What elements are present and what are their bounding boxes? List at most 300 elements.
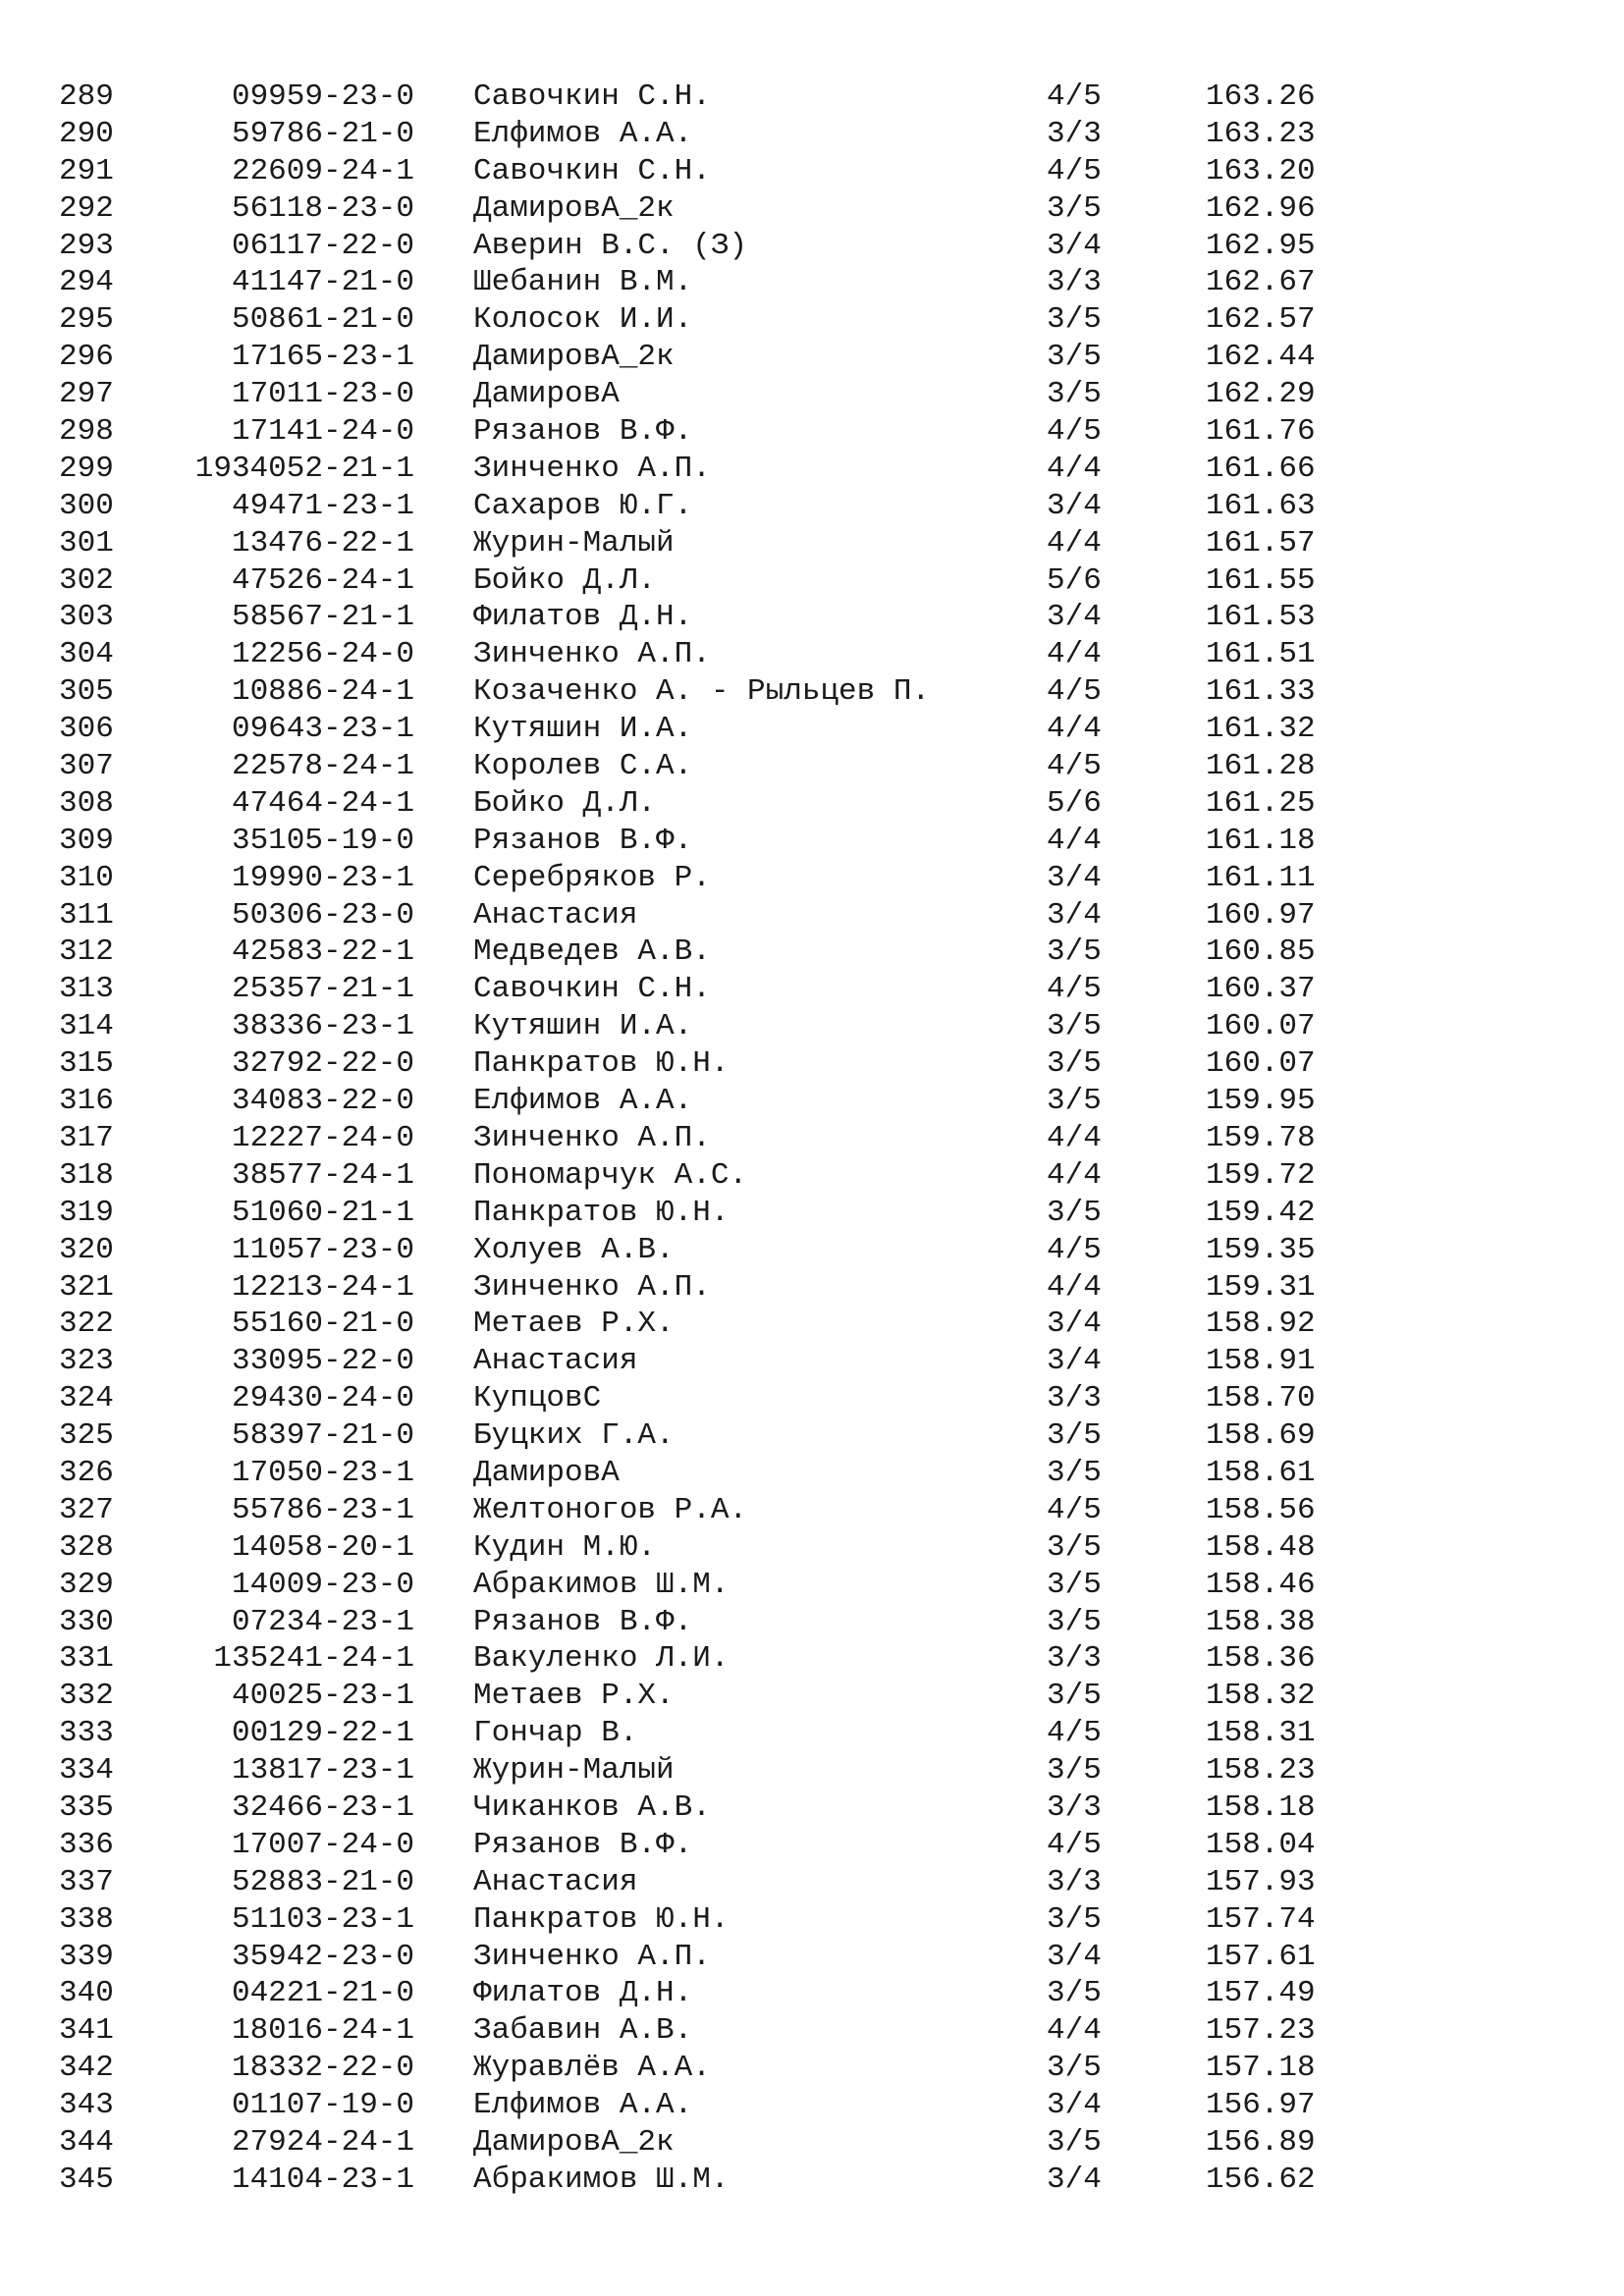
table-row (0, 1232, 1624, 1269)
row-number: 307 (59, 749, 114, 784)
table-row (0, 971, 1624, 1008)
score: 4/4 (1047, 2013, 1102, 2049)
value: 158.69 (1206, 1418, 1316, 1454)
score: 4/5 (1047, 80, 1102, 114)
row-number: 329 (59, 1567, 114, 1602)
record-id: 18332-22-0 (231, 2051, 414, 2086)
value: 161.51 (1206, 637, 1316, 672)
table-row (0, 1455, 1624, 1492)
owner-name: Кудин М.Ю. (473, 1529, 657, 1565)
row-number: 313 (59, 972, 114, 1007)
score: 4/5 (1047, 972, 1102, 1007)
score: 4/4 (1047, 1269, 1102, 1305)
value: 160.85 (1206, 934, 1316, 970)
value: 161.18 (1206, 823, 1316, 858)
table-row (0, 1083, 1624, 1120)
owner-name: ДамировА_2к (473, 340, 675, 375)
table-row (0, 636, 1624, 673)
value: 161.76 (1206, 414, 1316, 450)
score: 3/5 (1047, 1455, 1102, 1490)
record-id: 1934052-21-1 (194, 451, 414, 486)
score: 3/5 (1047, 2051, 1102, 2086)
table-row (0, 153, 1624, 190)
record-id: 135241-24-1 (213, 1641, 414, 1677)
record-id: 51060-21-1 (231, 1195, 414, 1230)
table-row (0, 562, 1624, 600)
value: 158.91 (1206, 1344, 1316, 1379)
value: 160.37 (1206, 972, 1316, 1007)
score: 4/4 (1047, 525, 1102, 561)
score: 3/5 (1047, 1567, 1102, 1602)
score: 3/4 (1047, 1307, 1102, 1342)
owner-name: Гончар В. (473, 1716, 638, 1751)
results-list (0, 79, 1624, 2199)
record-id: 14058-20-1 (231, 1529, 414, 1565)
record-id: 14104-23-1 (231, 2162, 414, 2197)
record-id: 22578-24-1 (231, 749, 414, 784)
row-number: 330 (59, 1604, 114, 1639)
owner-name: Кутяшин И.А. (473, 712, 693, 747)
value: 161.25 (1206, 785, 1316, 821)
row-number: 339 (59, 1939, 114, 1974)
record-id: 11057-23-0 (231, 1232, 414, 1267)
value: 158.36 (1206, 1641, 1316, 1677)
score: 3/5 (1047, 1084, 1102, 1119)
record-id: 10886-24-1 (231, 674, 414, 710)
record-id: 09959-23-0 (231, 80, 414, 114)
row-number: 320 (59, 1232, 114, 1267)
table-row (0, 339, 1624, 376)
owner-name: Аверин В.С. (З) (473, 228, 748, 263)
record-id: 56118-23-0 (231, 190, 414, 226)
owner-name: Зинченко А.П. (473, 1120, 711, 1155)
score: 3/4 (1047, 228, 1102, 263)
score: 5/6 (1047, 562, 1102, 598)
value: 159.72 (1206, 1157, 1316, 1193)
score: 3/5 (1047, 1195, 1102, 1230)
row-number: 301 (59, 525, 114, 561)
table-row (0, 1604, 1624, 1641)
record-id: 42583-22-1 (231, 934, 414, 970)
value: 156.62 (1206, 2162, 1316, 2197)
owner-name: Анастасия (473, 897, 638, 933)
record-id: 01107-19-0 (231, 2088, 414, 2123)
row-number: 334 (59, 1753, 114, 1789)
row-number: 345 (59, 2162, 114, 2197)
row-number: 318 (59, 1157, 114, 1193)
table-row (0, 785, 1624, 823)
record-id: 41147-21-0 (231, 265, 414, 300)
value: 158.04 (1206, 1827, 1316, 1862)
record-id: 17011-23-0 (231, 377, 414, 412)
row-number: 294 (59, 265, 114, 300)
owner-name: Буцких Г.А. (473, 1418, 675, 1454)
value: 161.53 (1206, 600, 1316, 635)
record-id: 50306-23-0 (231, 897, 414, 933)
score: 4/5 (1047, 1232, 1102, 1267)
owner-name: Рязанов В.Ф. (473, 823, 693, 858)
score: 4/4 (1047, 1157, 1102, 1193)
row-number: 322 (59, 1307, 114, 1342)
record-id: 12227-24-0 (231, 1120, 414, 1155)
table-row (0, 1939, 1624, 1976)
row-number: 298 (59, 414, 114, 450)
record-id: 25357-21-1 (231, 972, 414, 1007)
score: 3/3 (1047, 1864, 1102, 1899)
table-row (0, 1343, 1624, 1380)
record-id: 38336-23-1 (231, 1009, 414, 1044)
row-number: 319 (59, 1195, 114, 1230)
value: 161.55 (1206, 562, 1316, 598)
table-row (0, 673, 1624, 711)
record-id: 12213-24-1 (231, 1269, 414, 1305)
value: 161.57 (1206, 525, 1316, 561)
table-row (0, 1306, 1624, 1343)
row-number: 311 (59, 897, 114, 933)
value: 157.93 (1206, 1864, 1316, 1899)
table-row (0, 1492, 1624, 1529)
owner-name: Панкратов Ю.Н. (473, 1195, 730, 1230)
row-number: 328 (59, 1529, 114, 1565)
table-row (0, 1529, 1624, 1567)
table-row (0, 2162, 1624, 2199)
owner-name: Сахаров Ю.Г. (473, 488, 693, 523)
value: 157.18 (1206, 2051, 1316, 2086)
row-number: 317 (59, 1120, 114, 1155)
table-row (0, 1269, 1624, 1307)
row-number: 324 (59, 1381, 114, 1416)
row-number: 332 (59, 1679, 114, 1714)
score: 4/5 (1047, 1716, 1102, 1751)
value: 160.97 (1206, 897, 1316, 933)
record-id: 47464-24-1 (231, 785, 414, 821)
owner-name: Холуев А.В. (473, 1232, 675, 1267)
record-id: 33095-22-0 (231, 1344, 414, 1379)
row-number: 338 (59, 1901, 114, 1937)
record-id: 29430-24-0 (231, 1381, 414, 1416)
owner-name: Журавлёв А.А. (473, 2051, 711, 2086)
table-row (0, 264, 1624, 301)
row-number: 293 (59, 228, 114, 263)
row-number: 289 (59, 80, 114, 114)
table-row (0, 1157, 1624, 1195)
record-id: 40025-23-1 (231, 1679, 414, 1714)
table-row (0, 451, 1624, 488)
table-row (0, 897, 1624, 934)
table-row (0, 711, 1624, 748)
owner-name: Зинченко А.П. (473, 637, 711, 672)
table-row (0, 190, 1624, 228)
record-id: 58397-21-0 (231, 1418, 414, 1454)
score: 3/3 (1047, 1381, 1102, 1416)
owner-name: Абракимов Ш.М. (473, 1567, 730, 1602)
value: 158.32 (1206, 1679, 1316, 1714)
owner-name: Чиканков А.В. (473, 1789, 711, 1825)
value: 161.32 (1206, 712, 1316, 747)
table-row (0, 488, 1624, 525)
owner-name: Забавин А.В. (473, 2013, 693, 2049)
record-id: 32792-22-0 (231, 1046, 414, 1082)
value: 158.56 (1206, 1492, 1316, 1527)
row-number: 292 (59, 190, 114, 226)
owner-name: Королев С.А. (473, 749, 693, 784)
score: 5/6 (1047, 785, 1102, 821)
owner-name: Бойко Д.Л. (473, 785, 657, 821)
record-id: 09643-23-1 (231, 712, 414, 747)
owner-name: Колосок И.И. (473, 302, 693, 338)
row-number: 305 (59, 674, 114, 710)
score: 3/5 (1047, 2124, 1102, 2160)
table-row (0, 1380, 1624, 1417)
owner-name: Савочкин С.Н. (473, 972, 711, 1007)
row-number: 310 (59, 860, 114, 895)
score: 3/4 (1047, 488, 1102, 523)
record-id: 47526-24-1 (231, 562, 414, 598)
score: 4/4 (1047, 637, 1102, 672)
score: 3/5 (1047, 302, 1102, 338)
score: 3/4 (1047, 897, 1102, 933)
owner-name: Зинченко А.П. (473, 451, 711, 486)
row-number: 300 (59, 488, 114, 523)
value: 160.07 (1206, 1046, 1316, 1082)
score: 3/5 (1047, 1679, 1102, 1714)
row-number: 325 (59, 1418, 114, 1454)
table-row (0, 1045, 1624, 1083)
row-number: 316 (59, 1084, 114, 1119)
owner-name: Журин-Малый (473, 525, 675, 561)
owner-name: Панкратов Ю.Н. (473, 1901, 730, 1937)
owner-name: Желтоногов Р.А. (473, 1492, 748, 1527)
value: 162.67 (1206, 265, 1316, 300)
score: 3/5 (1047, 1901, 1102, 1937)
table-row (0, 1975, 1624, 2012)
table-row (0, 748, 1624, 785)
table-row (0, 228, 1624, 265)
row-number: 296 (59, 340, 114, 375)
owner-name: ДамировА_2к (473, 190, 675, 226)
value: 157.74 (1206, 1901, 1316, 1937)
score: 4/5 (1047, 414, 1102, 450)
owner-name: Вакуленко Л.И. (473, 1641, 730, 1677)
owner-name: Елфимов А.А. (473, 2088, 693, 2123)
table-row (0, 1008, 1624, 1045)
table-row (0, 2087, 1624, 2124)
score: 3/4 (1047, 1344, 1102, 1379)
value: 159.95 (1206, 1084, 1316, 1119)
record-id: 59786-21-0 (231, 116, 414, 151)
record-id: 17050-23-1 (231, 1455, 414, 1490)
owner-name: Козаченко А. - Рыльцев П. (473, 674, 931, 710)
table-row (0, 1640, 1624, 1678)
table-row (0, 1715, 1624, 1752)
row-number: 299 (59, 451, 114, 486)
score: 3/3 (1047, 265, 1102, 300)
value: 161.33 (1206, 674, 1316, 710)
owner-name: КупцовС (473, 1381, 602, 1416)
value: 157.49 (1206, 1976, 1316, 2011)
value: 158.46 (1206, 1567, 1316, 1602)
owner-name: Рязанов В.Ф. (473, 1604, 693, 1639)
record-id: 04221-21-0 (231, 1976, 414, 2011)
value: 162.57 (1206, 302, 1316, 338)
row-number: 335 (59, 1789, 114, 1825)
score: 3/5 (1047, 1529, 1102, 1565)
row-number: 303 (59, 600, 114, 635)
table-row (0, 1827, 1624, 1864)
owner-name: Зинченко А.П. (473, 1269, 711, 1305)
value: 162.29 (1206, 377, 1316, 412)
score: 3/4 (1047, 1939, 1102, 1974)
row-number: 333 (59, 1716, 114, 1751)
score: 4/5 (1047, 674, 1102, 710)
owner-name: Пономарчук А.С. (473, 1157, 748, 1193)
row-number: 290 (59, 116, 114, 151)
row-number: 326 (59, 1455, 114, 1490)
table-row (0, 376, 1624, 413)
value: 161.11 (1206, 860, 1316, 895)
table-row (0, 413, 1624, 451)
value: 161.28 (1206, 749, 1316, 784)
value: 159.78 (1206, 1120, 1316, 1155)
owner-name: Шебанин В.М. (473, 265, 693, 300)
score: 4/5 (1047, 153, 1102, 188)
table-row (0, 2124, 1624, 2162)
score: 3/5 (1047, 1753, 1102, 1789)
row-number: 297 (59, 377, 114, 412)
score: 3/5 (1047, 1009, 1102, 1044)
value: 162.96 (1206, 190, 1316, 226)
table-row (0, 1417, 1624, 1455)
score: 3/5 (1047, 1604, 1102, 1639)
table-row (0, 1789, 1624, 1827)
table-row (0, 525, 1624, 562)
table-row (0, 860, 1624, 897)
value: 159.42 (1206, 1195, 1316, 1230)
score: 3/5 (1047, 934, 1102, 970)
score: 4/5 (1047, 1492, 1102, 1527)
table-row (0, 79, 1624, 116)
owner-name: Савочкин С.Н. (473, 153, 711, 188)
score: 3/4 (1047, 860, 1102, 895)
record-id: 35105-19-0 (231, 823, 414, 858)
table-row (0, 1120, 1624, 1157)
value: 158.70 (1206, 1381, 1316, 1416)
value: 159.35 (1206, 1232, 1316, 1267)
owner-name: ДамировА (473, 1455, 620, 1490)
owner-name: ДамировА (473, 377, 620, 412)
table-row (0, 2050, 1624, 2087)
record-id: 17165-23-1 (231, 340, 414, 375)
value: 157.23 (1206, 2013, 1316, 2049)
value: 163.20 (1206, 153, 1316, 188)
score: 3/5 (1047, 1046, 1102, 1082)
table-row (0, 1864, 1624, 1901)
record-id: 13476-22-1 (231, 525, 414, 561)
row-number: 340 (59, 1976, 114, 2011)
table-row (0, 823, 1624, 860)
owner-name: Рязанов В.Ф. (473, 414, 693, 450)
row-number: 312 (59, 934, 114, 970)
table-row (0, 301, 1624, 339)
row-number: 291 (59, 153, 114, 188)
row-number: 295 (59, 302, 114, 338)
table-row (0, 1678, 1624, 1715)
record-id: 17007-24-0 (231, 1827, 414, 1862)
row-number: 314 (59, 1009, 114, 1044)
owner-name: Метаев Р.Х. (473, 1307, 675, 1342)
table-row (0, 599, 1624, 636)
value: 158.92 (1206, 1307, 1316, 1342)
value: 162.44 (1206, 340, 1316, 375)
record-id: 52883-21-0 (231, 1864, 414, 1899)
score: 4/4 (1047, 823, 1102, 858)
value: 157.61 (1206, 1939, 1316, 1974)
row-number: 306 (59, 712, 114, 747)
value: 163.23 (1206, 116, 1316, 151)
row-number: 302 (59, 562, 114, 598)
owner-name: Филатов Д.Н. (473, 1976, 693, 2011)
value: 158.61 (1206, 1455, 1316, 1490)
row-number: 337 (59, 1864, 114, 1899)
value: 158.23 (1206, 1753, 1316, 1789)
score: 3/5 (1047, 340, 1102, 375)
row-number: 343 (59, 2088, 114, 2123)
owner-name: ДамировА_2к (473, 2124, 675, 2160)
record-id: 00129-22-1 (231, 1716, 414, 1751)
score: 3/4 (1047, 2162, 1102, 2197)
score: 3/3 (1047, 1641, 1102, 1677)
score: 4/4 (1047, 712, 1102, 747)
record-id: 07234-23-1 (231, 1604, 414, 1639)
record-id: 14009-23-0 (231, 1567, 414, 1602)
owner-name: Панкратов Ю.Н. (473, 1046, 730, 1082)
value: 158.18 (1206, 1789, 1316, 1825)
score: 4/4 (1047, 451, 1102, 486)
score: 3/5 (1047, 190, 1102, 226)
record-id: 06117-22-0 (231, 228, 414, 263)
row-number: 331 (59, 1641, 114, 1677)
record-id: 50861-21-0 (231, 302, 414, 338)
owner-name: Анастасия (473, 1344, 638, 1379)
owner-name: Рязанов В.Ф. (473, 1827, 693, 1862)
record-id: 17141-24-0 (231, 414, 414, 450)
value: 158.38 (1206, 1604, 1316, 1639)
value: 161.66 (1206, 451, 1316, 486)
record-id: 18016-24-1 (231, 2013, 414, 2049)
score: 4/4 (1047, 1120, 1102, 1155)
row-number: 308 (59, 785, 114, 821)
value: 159.31 (1206, 1269, 1316, 1305)
record-id: 19990-23-1 (231, 860, 414, 895)
owner-name: Абракимов Ш.М. (473, 2162, 730, 2197)
score: 4/5 (1047, 1827, 1102, 1862)
record-id: 58567-21-1 (231, 600, 414, 635)
row-number: 341 (59, 2013, 114, 2049)
row-number: 315 (59, 1046, 114, 1082)
score: 3/5 (1047, 1976, 1102, 2011)
score: 3/4 (1047, 2088, 1102, 2123)
value: 161.63 (1206, 488, 1316, 523)
table-row (0, 2012, 1624, 2050)
value: 156.97 (1206, 2088, 1316, 2123)
record-id: 38577-24-1 (231, 1157, 414, 1193)
table-row (0, 1901, 1624, 1939)
record-id: 49471-23-1 (231, 488, 414, 523)
owner-name: Журин-Малый (473, 1753, 675, 1789)
value: 160.07 (1206, 1009, 1316, 1044)
row-number: 342 (59, 2051, 114, 2086)
owner-name: Савочкин С.Н. (473, 80, 711, 114)
